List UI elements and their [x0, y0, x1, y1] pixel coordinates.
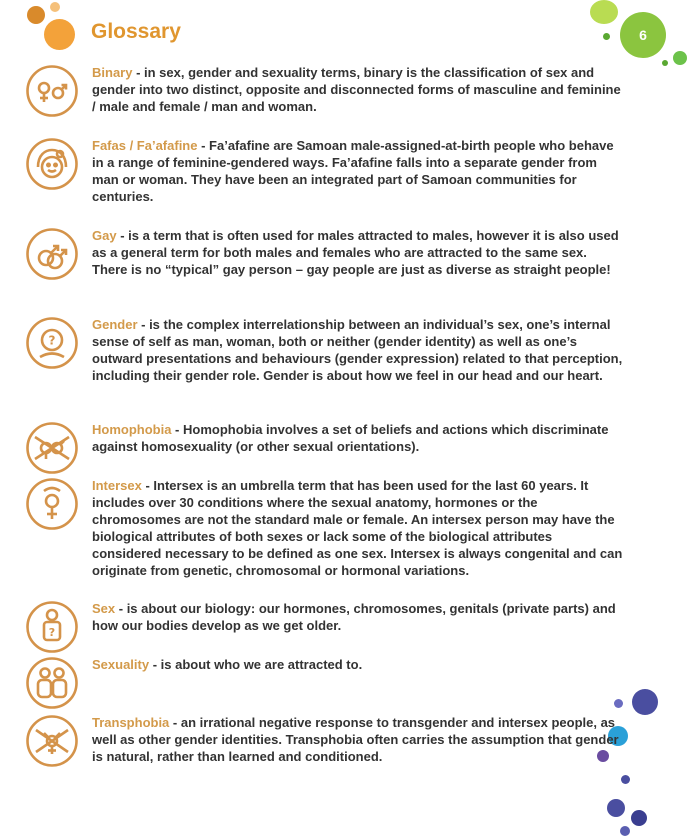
- term-label: Gay: [92, 228, 117, 243]
- intersex-symbol-icon: [25, 477, 79, 531]
- term-label: Gender: [92, 317, 138, 332]
- crossed-out-symbols-icon: [25, 421, 79, 475]
- term-definition: - Fa’afafine are Samoan male-assigned-at-birth people who behave in a range of feminine-gendered ways. Fa’afafine falls into a separate gender from man or woman. They have been an integrated part of Samoan communities for centuries.: [92, 138, 614, 204]
- term-definition: - is about our biology: our hormones, chromosomes, genitals (private parts) and how our bodies develop as we get older.: [92, 601, 616, 633]
- glossary-entry-intersex: [25, 477, 625, 579]
- decor-dot: [607, 799, 625, 817]
- term-label: Transphobia: [92, 715, 170, 730]
- male-male-symbol-icon: [25, 227, 79, 281]
- decor-dot: [621, 775, 630, 784]
- page-number-badge: 6: [620, 12, 666, 58]
- term-label: Intersex: [92, 478, 142, 493]
- decor-dot: [620, 826, 630, 836]
- term-label: Sexuality: [92, 657, 150, 672]
- decor-dot: [603, 33, 610, 40]
- decor-dot: [631, 810, 647, 826]
- smiling-face-icon: [25, 137, 79, 191]
- term-label: Homophobia: [92, 422, 172, 437]
- decor-dot: [590, 0, 618, 24]
- crossed-transgender-symbol-icon: [25, 714, 79, 768]
- decor-dot: [614, 699, 623, 708]
- two-people-icon: [25, 656, 79, 710]
- decor-dot: [50, 2, 60, 12]
- term-label: Sex: [92, 601, 116, 616]
- glossary-entry-fafas: [25, 137, 625, 205]
- glossary-entry-binary: [25, 64, 625, 115]
- svg-text:?: ?: [48, 626, 56, 639]
- glossary-entry-transphobia: [25, 714, 625, 765]
- term-definition: - is about who we are attracted to.: [149, 657, 363, 672]
- decor-dot: [44, 19, 75, 50]
- page-title: Glossary: [91, 20, 181, 43]
- decor-dot: [632, 689, 658, 715]
- glossary-entry-gender: [25, 316, 625, 384]
- term-definition: - Homophobia involves a set of beliefs and actions which discriminate against homosexuality (or other sexual orientations).: [92, 422, 609, 454]
- glossary-entry-homophobia: [25, 421, 625, 455]
- glossary-entry-gay: [25, 227, 625, 278]
- term-label: Fafas / Fa’afafine: [92, 138, 198, 153]
- question-person-icon: [25, 316, 79, 370]
- term-definition: - is the complex interrelationship between an individual’s sex, one’s internal sense of self as man, woman, both or neither (gender identity) as well as one’s outward presentations and behaviours (gender expression) related to that perception, including their gender role. Gender is about how we feel in our head and our heart.: [92, 317, 623, 383]
- term-definition: - Intersex is an umbrella term that has been used for the last 60 years. It includes over 30 conditions where the sexual anatomy, hormones or the chromosomes are not the standard male or female. An intersex person may have the biological attributes of both sexes or lack some of the biological attributes considered necessary to be defined as one sex. Intersex is always congenital and can originate from genetic, chromosomal or hormonal variations.: [92, 478, 623, 578]
- decor-dot: [662, 60, 668, 66]
- gender-symbols-icon: [25, 64, 79, 118]
- person-question-icon: [25, 600, 79, 654]
- term-definition: - is a term that is often used for males attracted to males, however it is also used as a general term for both males and females who are attracted to the same sex. There is no “typical” gay person – gay people are just as diverse as straight people!: [92, 228, 619, 277]
- term-definition: - an irrational negative response to transgender and intersex people, as well as other gender identities. Transphobia often carries the assumption that gender is natural, rather than learned and conditioned.: [92, 715, 619, 764]
- svg-text:?: ?: [48, 333, 56, 348]
- term-definition: - in sex, gender and sexuality terms, binary is the classification of sex and gender into two distinct, opposite and disconnected forms of masculine and feminine / male and female / man and woman.: [92, 65, 621, 114]
- glossary-entry-sexuality: [25, 656, 625, 673]
- decor-dot: [27, 6, 45, 24]
- term-label: Binary: [92, 65, 133, 80]
- decor-dot: [673, 51, 687, 65]
- glossary-entry-sex: [25, 600, 625, 639]
